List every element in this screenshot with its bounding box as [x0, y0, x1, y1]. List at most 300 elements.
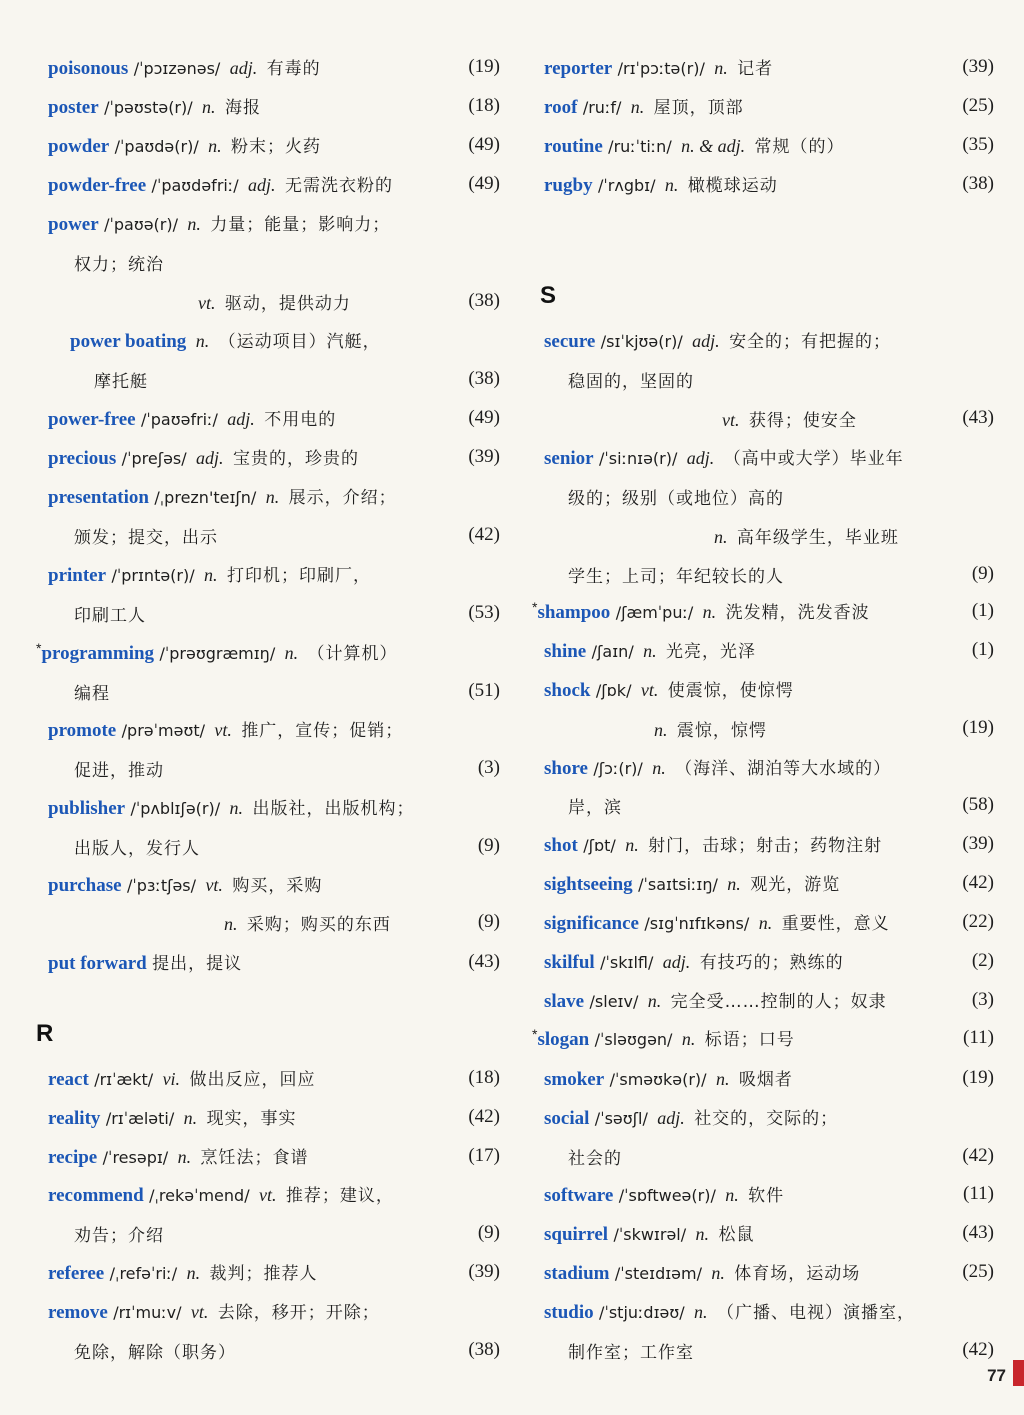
left-entry-line — [0, 1141, 500, 1171]
right-entry-line — [530, 52, 994, 82]
headword: shock — [544, 680, 591, 701]
left-entry-line — [0, 947, 500, 977]
right-entry-line — [530, 1063, 994, 1093]
part-of-speech: n. — [625, 835, 639, 855]
phonetic: /ˈpɔɪzənəs/ — [133, 59, 221, 78]
headword: publisher — [48, 798, 126, 819]
definition: 推荐；建议， — [285, 1186, 394, 1206]
phonetic: /ˌprezn'teɪʃn/ — [154, 488, 257, 507]
left-entry-line — [0, 559, 500, 589]
definition: 获得；使安全 — [748, 410, 857, 431]
part-of-speech: n. — [224, 913, 238, 934]
definition: 颁发；提交，出示 — [74, 527, 218, 548]
lesson-reference: (39) — [962, 56, 994, 77]
definition: 使震惊，使惊愕 — [667, 681, 794, 701]
part-of-speech: n. — [630, 97, 645, 117]
phonetic: /ˈrʌgbɪ/ — [597, 176, 656, 195]
lesson-reference: (9) — [971, 563, 994, 584]
definition: 洗发精，洗发香波 — [725, 603, 870, 623]
phonetic: /ˈpʌblɪʃə(r)/ — [130, 799, 221, 818]
headword: social — [544, 1108, 590, 1129]
definition: 摩托艇 — [94, 371, 148, 392]
headword: slave — [544, 991, 585, 1012]
definition: 海报 — [224, 98, 261, 118]
headword: skilful — [544, 952, 595, 973]
right-entry-line — [530, 442, 994, 472]
left-entry-line — [0, 907, 500, 937]
part-of-speech: n. — [643, 641, 657, 661]
part-of-speech: n. — [195, 331, 210, 351]
left-entry-line — [0, 520, 500, 550]
headword: senior — [544, 448, 594, 469]
definition: 标语；口号 — [704, 1030, 795, 1050]
phonetic: /ˈpreʃəs/ — [121, 449, 187, 468]
headword: power-free — [48, 409, 136, 430]
left-entry-line — [0, 52, 500, 82]
left-entry-line — [0, 169, 500, 199]
part-of-speech: n. — [714, 58, 728, 78]
headword: roof — [544, 97, 578, 118]
right-entry-line — [530, 130, 994, 160]
definition: 免除，解除（职务） — [74, 1342, 236, 1363]
headword: shampoo — [537, 602, 611, 623]
phonetic: /ˈresəpɪ/ — [102, 1148, 169, 1167]
part-of-speech: adj. — [227, 409, 255, 429]
part-of-speech: n. — [284, 643, 299, 663]
lesson-reference: (42) — [468, 1106, 500, 1127]
headword: power boating — [70, 331, 187, 352]
phonetic: /ruːˈtiːn/ — [608, 137, 672, 156]
right-entry-line — [530, 1023, 994, 1053]
definition: 制作室；工作室 — [568, 1342, 694, 1363]
phonetic: /ˈsteɪdɪəm/ — [614, 1264, 702, 1283]
part-of-speech: n. — [715, 1069, 730, 1089]
headword: recipe — [48, 1147, 98, 1168]
right-entry-line — [530, 907, 994, 937]
part-of-speech: n. — [725, 1185, 739, 1205]
definition: 权力；统治 — [74, 254, 164, 275]
part-of-speech: adj. — [662, 952, 691, 972]
right-entry-line — [530, 169, 994, 199]
phonetic: /sɪˈkjʊə(r)/ — [600, 332, 683, 351]
headword: sightseeing — [544, 874, 633, 895]
phonetic: /ʃæmˈpuː/ — [615, 603, 694, 622]
left-entry-line — [0, 403, 500, 433]
part-of-speech: n. — [229, 798, 244, 818]
phonetic: /ʃɒt/ — [583, 836, 616, 855]
lesson-reference: (42) — [962, 1145, 994, 1166]
phonetic: /ˈprɪntə(r)/ — [111, 566, 195, 585]
part-of-speech: n. — [711, 1263, 725, 1283]
part-of-speech: adj. — [692, 331, 720, 351]
phonetic: /ˈstjuːdɪəʊ/ — [599, 1303, 685, 1322]
part-of-speech: adj. — [229, 58, 258, 78]
definition: 软件 — [748, 1186, 785, 1206]
left-entry-line — [0, 792, 500, 822]
definition: 橄榄球运动 — [687, 176, 778, 196]
page-number: 77 — [987, 1366, 1006, 1385]
headword: stadium — [544, 1263, 610, 1284]
left-entry-line — [0, 130, 500, 160]
right-entry-line — [530, 520, 994, 550]
phonetic: /rɪˈpɔːtə(r)/ — [617, 59, 705, 78]
lesson-reference: (39) — [468, 1261, 500, 1282]
headword: powder — [48, 136, 110, 157]
left-entry-line — [0, 1179, 500, 1209]
headword: reporter — [544, 58, 613, 79]
definition: 记者 — [737, 59, 774, 79]
lesson-reference: (1) — [971, 600, 994, 621]
definition: 展示，介绍； — [288, 488, 397, 508]
definition: 吸烟者 — [738, 1070, 793, 1090]
left-entry-line — [0, 598, 500, 628]
lesson-reference: (19) — [962, 1067, 994, 1088]
definition: 打印机；印刷厂， — [226, 566, 371, 586]
part-of-speech: n. — [187, 214, 201, 234]
right-entry-line — [530, 713, 994, 743]
right-entry-line — [530, 596, 994, 626]
phonetic: /ˈsləʊgən/ — [594, 1030, 673, 1049]
right-entry-line — [530, 1179, 994, 1209]
headword: remove — [48, 1302, 108, 1323]
headword: studio — [544, 1302, 594, 1323]
lesson-reference: (42) — [468, 524, 500, 545]
headword: reality — [48, 1108, 101, 1129]
left-entry-line — [0, 364, 500, 394]
lesson-reference: (19) — [468, 56, 500, 77]
right-entry-line — [530, 868, 994, 898]
part-of-speech: vt. — [190, 1302, 209, 1322]
part-of-speech: adj. — [196, 448, 224, 468]
phonetic: /ˌrekəˈmend/ — [149, 1186, 250, 1205]
phonetic: /ˈskwɪrəl/ — [613, 1225, 687, 1244]
headword: slogan — [537, 1029, 590, 1050]
lesson-reference: (3) — [971, 989, 994, 1010]
lesson-reference: (2) — [971, 950, 994, 971]
left-entry-line — [0, 325, 500, 355]
headword: printer — [48, 565, 107, 586]
lesson-reference: (25) — [962, 95, 994, 116]
lesson-reference: (11) — [963, 1183, 994, 1204]
part-of-speech: vt. — [722, 409, 740, 430]
definition: （高中或大学）毕业年 — [723, 449, 904, 469]
left-entry-line — [0, 91, 500, 121]
left-entry-line — [0, 1257, 500, 1287]
definition: 岸，滨 — [568, 797, 622, 818]
left-entry-line — [0, 714, 500, 744]
right-entry-line — [530, 1257, 994, 1287]
right-entry-line — [530, 829, 994, 859]
left-entry-line — [0, 1335, 500, 1365]
definition: （广播、电视）演播室， — [716, 1303, 915, 1323]
definition: 购买，采购 — [232, 876, 323, 896]
right-entry-line — [530, 1335, 994, 1365]
phonetic: /rɪˈæləti/ — [105, 1109, 175, 1128]
headword: presentation — [48, 487, 149, 508]
headword: put forward — [48, 953, 147, 974]
part-of-speech: adj. — [686, 448, 715, 468]
lesson-reference: (39) — [468, 446, 500, 467]
part-of-speech: n. — [681, 1029, 696, 1049]
lesson-reference: (3) — [477, 757, 500, 778]
headword: rugby — [544, 175, 593, 196]
right-entry-line — [530, 790, 994, 820]
right-entry-line — [530, 1141, 994, 1171]
right-entry-line — [530, 559, 994, 589]
part-of-speech: n. — [202, 97, 216, 117]
definition: 安全的；有把握的； — [729, 332, 892, 352]
right-entry-line — [530, 325, 994, 355]
phonetic: /ˈpaʊdə(r)/ — [114, 137, 199, 156]
definition: 出版社，出版机构； — [252, 799, 415, 819]
definition: 劝告；介绍 — [74, 1225, 164, 1246]
part-of-speech: adj. — [657, 1108, 685, 1128]
lesson-reference: (43) — [468, 951, 500, 972]
headword: powder-free — [48, 175, 147, 196]
right-entry-line — [530, 481, 994, 511]
phonetic: /ʃɒk/ — [595, 681, 632, 700]
left-entry-line — [0, 1063, 500, 1093]
definition: 有毒的 — [266, 59, 321, 79]
lesson-reference: (58) — [962, 794, 994, 815]
definition: 推广，宣传；促销； — [241, 721, 404, 741]
left-entry-line — [0, 637, 500, 667]
definition: （计算机） — [307, 644, 398, 664]
definition: 有技巧的；熟练的 — [699, 953, 844, 973]
headword: poster — [48, 97, 99, 118]
lesson-reference: (43) — [962, 407, 994, 428]
right-entry-line — [530, 403, 994, 433]
section-heading-s: S — [540, 282, 557, 309]
definition: 现实，事实 — [206, 1109, 297, 1129]
part-of-speech: n. — [183, 1108, 198, 1128]
left-entry-line — [0, 286, 500, 316]
lesson-reference: (18) — [468, 1067, 500, 1088]
part-of-speech: n. — [186, 1263, 201, 1283]
definition: 级的；级别（或地位）高的 — [568, 488, 784, 509]
left-entry-line — [0, 442, 500, 472]
phonetic: /ˈsɒftweə(r)/ — [618, 1186, 716, 1205]
left-entry-line — [0, 869, 500, 899]
page-edge-tab — [1013, 1360, 1024, 1386]
definition: 学生；上司；年纪较长的人 — [568, 566, 784, 587]
headword: shore — [544, 758, 588, 779]
definition: 提出，提议 — [152, 954, 243, 974]
lesson-reference: (11) — [963, 1027, 994, 1048]
lesson-reference: (22) — [962, 911, 994, 932]
phonetic: /ˈpəʊstə(r)/ — [104, 98, 193, 117]
headword: precious — [48, 448, 117, 469]
part-of-speech: n. — [177, 1147, 192, 1167]
right-entry-line — [530, 946, 994, 976]
left-entry-line — [0, 1218, 500, 1248]
lesson-reference: (18) — [468, 95, 500, 116]
headword: software — [544, 1185, 614, 1206]
right-entry-line — [530, 985, 994, 1015]
right-entry-line — [530, 1296, 994, 1326]
phonetic: /ˈpɜːtʃəs/ — [126, 876, 197, 895]
phonetic: /prəˈməʊt/ — [121, 721, 205, 740]
lesson-reference: (9) — [477, 835, 500, 856]
definition: 常规（的） — [754, 137, 845, 157]
definition: 出版人，发行人 — [74, 838, 200, 859]
left-entry-line — [0, 831, 500, 861]
lesson-reference: (9) — [477, 911, 500, 932]
lesson-reference: (49) — [468, 407, 500, 428]
right-entry-line — [530, 364, 994, 394]
part-of-speech: n. — [647, 991, 662, 1011]
part-of-speech: vt. — [640, 680, 659, 700]
phonetic: /ˈsiːnɪə(r)/ — [599, 449, 678, 468]
lesson-reference: (51) — [468, 680, 500, 701]
definition: 光亮，光泽 — [666, 642, 757, 662]
phonetic: /ˈsəʊʃl/ — [594, 1109, 648, 1128]
part-of-speech: n. — [654, 719, 668, 740]
lesson-reference: (1) — [971, 639, 994, 660]
definition: 做出反应，回应 — [189, 1070, 316, 1090]
definition: 高年级学生，毕业班 — [736, 527, 899, 548]
definition: 采购；购买的东西 — [246, 914, 391, 935]
phonetic: /ʃaɪn/ — [591, 642, 634, 661]
left-entry-line — [0, 481, 500, 511]
headword: programming — [41, 643, 155, 664]
lesson-reference: (38) — [468, 290, 500, 311]
part-of-speech: vt. — [198, 292, 216, 313]
phonetic: /ˈpaʊdəfriː/ — [151, 176, 239, 195]
lesson-reference: (42) — [962, 872, 994, 893]
lesson-reference: (39) — [962, 833, 994, 854]
part-of-speech: n. — [758, 913, 773, 933]
part-of-speech: n. & adj. — [681, 136, 746, 156]
part-of-speech: n. — [664, 175, 679, 195]
lesson-reference: (49) — [468, 134, 500, 155]
headword: squirrel — [544, 1224, 609, 1245]
definition: 宝贵的，珍贵的 — [232, 449, 359, 469]
phonetic: /ˈskɪlfl/ — [600, 953, 654, 972]
definition: （运动项目）汽艇， — [218, 332, 381, 352]
lesson-reference: (9) — [477, 1222, 500, 1243]
part-of-speech: n. — [204, 565, 218, 585]
phonetic: /rɪˈmuːv/ — [113, 1303, 182, 1322]
part-of-speech: vt. — [205, 875, 223, 895]
headword: significance — [544, 913, 639, 934]
left-entry-line — [0, 208, 500, 238]
phonetic: /sleɪv/ — [589, 992, 639, 1011]
headword: react — [48, 1069, 89, 1090]
phonetic: /ʃɔː(r)/ — [593, 759, 643, 778]
headword: power — [48, 214, 99, 235]
left-entry-line — [0, 753, 500, 783]
part-of-speech: n. — [208, 136, 222, 156]
part-of-speech: n. — [652, 758, 666, 778]
phonetic: /rɪˈækt/ — [94, 1070, 154, 1089]
left-entry-line — [0, 247, 500, 277]
lesson-reference: (53) — [468, 602, 500, 623]
definition: 粉末；火药 — [231, 137, 322, 157]
left-entry-line — [0, 1296, 500, 1326]
definition: 无需洗衣粉的 — [284, 176, 393, 196]
definition: （海洋、湖泊等大水域的） — [675, 759, 892, 779]
definition: 烹饪法；食谱 — [200, 1148, 309, 1168]
phonetic: /ruːf/ — [582, 98, 622, 117]
asterisk-mark: * — [36, 640, 42, 656]
definition: 力量；能量；影响力； — [210, 215, 391, 235]
headword: purchase — [48, 875, 122, 896]
part-of-speech: vt. — [214, 720, 232, 740]
part-of-speech: n. — [727, 874, 741, 894]
definition: 促进，推动 — [74, 760, 164, 781]
left-entry-line — [0, 1102, 500, 1132]
definition: 裁判；推荐人 — [209, 1264, 318, 1284]
lesson-reference: (35) — [962, 134, 994, 155]
part-of-speech: adj. — [248, 175, 276, 195]
right-entry-line — [530, 1102, 994, 1132]
part-of-speech: n. — [702, 602, 717, 622]
lesson-reference: (17) — [468, 1145, 500, 1166]
definition: 屋顶，顶部 — [653, 98, 744, 118]
phonetic: /sɪgˈnɪfɪkəns/ — [644, 914, 750, 933]
headword: secure — [544, 331, 596, 352]
part-of-speech: n. — [695, 1224, 710, 1244]
section-heading-r: R — [36, 1020, 54, 1047]
phonetic: /ˈpaʊəfriː/ — [140, 410, 218, 429]
lesson-reference: (38) — [468, 368, 500, 389]
headword: poisonous — [48, 58, 129, 79]
definition: 不用电的 — [264, 410, 337, 430]
definition: 观光，游览 — [750, 875, 841, 895]
phonetic: /ˈpaʊə(r)/ — [104, 215, 178, 234]
lesson-reference: (42) — [962, 1339, 994, 1360]
phonetic: /ˈsaɪtsiːɪŋ/ — [638, 875, 718, 894]
asterisk-mark: * — [532, 599, 538, 615]
right-entry-line — [530, 674, 994, 704]
part-of-speech: n. — [265, 487, 280, 507]
phonetic: /ˌrefəˈriː/ — [109, 1264, 178, 1283]
definition: 编程 — [74, 683, 110, 704]
right-entry-line — [530, 1218, 994, 1248]
definition: 稳固的，坚固的 — [568, 371, 694, 392]
part-of-speech: vt. — [258, 1185, 277, 1205]
definition: 完全受……控制的人；奴隶 — [670, 992, 887, 1012]
lesson-reference: (43) — [962, 1222, 994, 1243]
headword: shine — [544, 641, 587, 662]
definition: 体育场，运动场 — [734, 1264, 861, 1284]
asterisk-mark: * — [532, 1026, 538, 1042]
definition: 松鼠 — [718, 1225, 755, 1245]
lesson-reference: (25) — [962, 1261, 994, 1282]
phonetic: /ˈsməʊkə(r)/ — [609, 1070, 707, 1089]
definition: 社会的 — [568, 1148, 622, 1169]
lesson-reference: (19) — [962, 717, 994, 738]
definition: 震惊，惊愕 — [676, 720, 767, 741]
definition: 印刷工人 — [74, 605, 146, 626]
headword: smoker — [544, 1069, 605, 1090]
definition: 去除，移开；开除； — [217, 1303, 380, 1323]
headword: recommend — [48, 1185, 144, 1206]
headword: referee — [48, 1263, 105, 1284]
phonetic: /ˈprəʊgræmɪŋ/ — [159, 644, 276, 663]
part-of-speech: vi. — [162, 1069, 181, 1089]
part-of-speech: n. — [714, 526, 728, 547]
lesson-reference: (38) — [962, 173, 994, 194]
right-entry-line — [530, 91, 994, 121]
right-entry-line — [530, 752, 994, 782]
lesson-reference: (49) — [468, 173, 500, 194]
lesson-reference: (38) — [468, 1339, 500, 1360]
definition: 重要性，意义 — [781, 914, 890, 934]
definition: 驱动，提供动力 — [224, 293, 351, 314]
left-entry-line — [0, 676, 500, 706]
